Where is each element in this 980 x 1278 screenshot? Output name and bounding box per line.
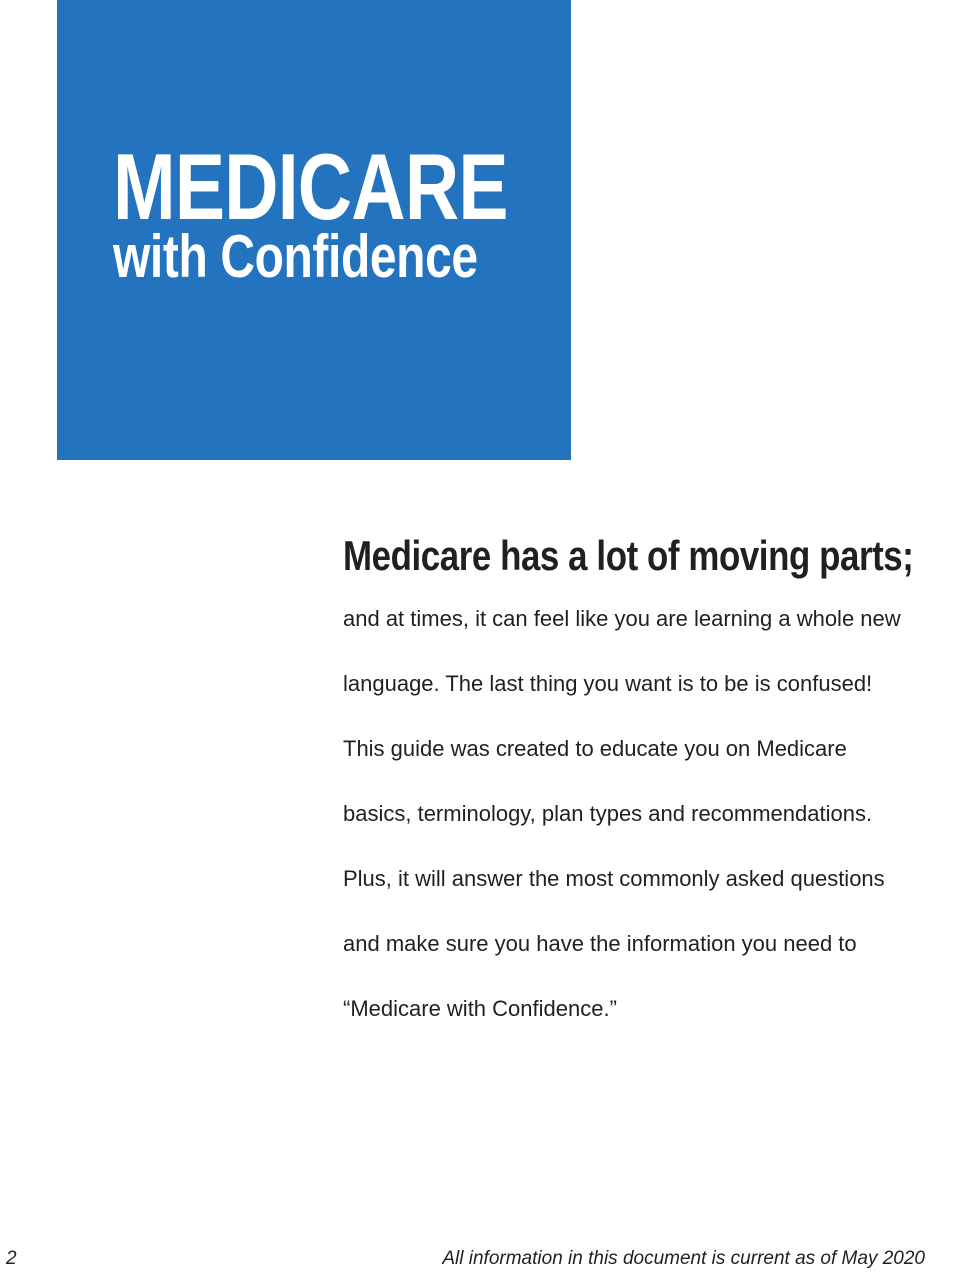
title-block [57,0,571,460]
title-subtitle: with Confidence [113,223,478,290]
body-line: basics, terminology, plan types and recommendations. [343,801,873,826]
page-footer [0,1248,980,1272]
body-line: Plus, it will answer the most commonly asked questions [343,866,885,891]
page-number: 2 [6,1248,17,1269]
body-text [343,606,963,1061]
title-main: MEDICARE [113,134,508,239]
headline: Medicare has a lot of moving parts; [343,532,914,579]
body-line: “Medicare with Confidence.” [343,996,617,1021]
body-line: and make sure you have the information you need to [343,931,857,956]
footer-disclaimer: All information in this document is current as of May 2020 [442,1248,925,1269]
body-line: language. The last thing you want is to be is confused! [343,671,873,696]
body-line: This guide was created to educate you on Medicare [343,736,847,761]
main-content [343,530,963,1061]
body-line: and at times, it can feel like you are learning a whole new [343,606,901,631]
